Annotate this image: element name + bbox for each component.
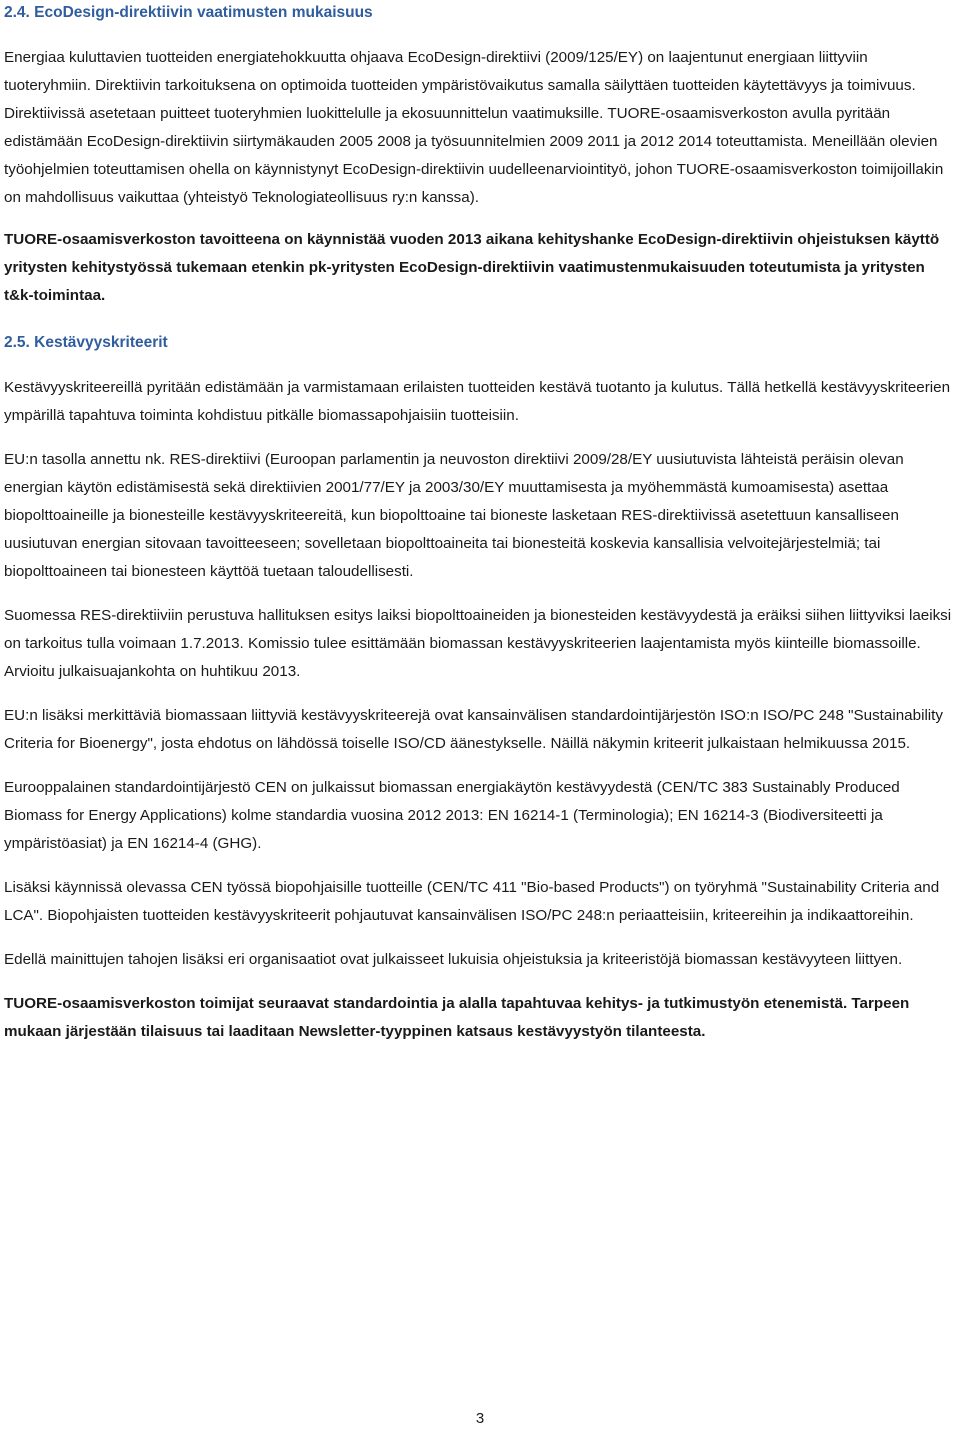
- paragraph: Kestävyyskriteereillä pyritään edistämään ja varmistamaan erilaisten tuotteiden kestävä tuotanto ja kulutus. Tällä hetkellä kestävyyskriteerien ympärillä tapahtuva toiminta kohdistuu pitkälle biomassapohjaisiin tuotteisiin.: [4, 379, 951, 424]
- section-2-5: [4, 332, 956, 1046]
- page-number: 3: [475, 1410, 485, 1427]
- bold-paragraph: TUORE-osaamisverkoston toimijat seuraavat standardointia ja alalla tapahtuvaa kehitys- ja tutkimustyön etenemistä. Tarpeen mukaan järjestään tilaisuus tai laaditaan Newsletter-tyyppinen katsaus kestävyystyön tilanteesta.: [4, 995, 910, 1040]
- paragraph: Energiaa kuluttavien tuotteiden energiatehokkuutta ohjaava EcoDesign-direktiivi (2009/125/EY) on laajentunut energiaan liittyviin tuoteryhmiin. Direktiivin tarkoituksena on optimoida tuotteiden ympäristövaikutus samalla säilyttäen tuotteiden käytettävyys ja toimivuus. Direktiivissä asetetaan puitteet tuoteryhmien luokittelulle ja ekosuunnittelun vaatimuksille. TUORE-osaamisverkoston avulla pyritään edistämään EcoDesign-direktiivin siirtymäkauden 2005 2008 ja työsuunnitelmien 2009 2011 ja 2012 2014 toteuttamista. Meneillään olevien työohjelmien toteuttamisen ohella on käynnistynyt EcoDesign-direktiivin uudelleenarviointityö, johon TUORE-osaamisverkoston toimijoillakin on mahdollisuus vaikuttaa (yhteistyö Teknologiateollisuus ry:n kanssa).: [4, 49, 944, 206]
- paragraph: Edellä mainittujen tahojen lisäksi eri organisaatiot ovat julkaisseet lukuisia ohjeistuksia ja kriteeristöjä biomassan kestävyyteen liittyen.: [4, 951, 903, 968]
- section-2-4: [4, 2, 956, 310]
- paragraph: Eurooppalainen standardointijärjestö CEN on julkaissut biomassan energiakäytön kestävyydestä (CEN/TC 383 Sustainably Produced Biomass for Energy Applications) kolme standardia vuosina 2012 2013: EN 16214-1 (Terminologia); EN 16214-3 (Biodiversiteetti ja ympäristöasiat) ja EN 16214-4 (GHG).: [4, 779, 900, 852]
- section-heading: 2.4. EcoDesign-direktiivin vaatimusten mukaisuus: [4, 4, 373, 21]
- paragraph: Suomessa RES-direktiiviin perustuva hallituksen esitys laiksi biopolttoaineiden ja bionesteiden kestävyydestä ja eräiksi siihen liittyviksi laeiksi on tarkoitus tulla voimaan 1.7.2013. Komissio tulee esittämään biomassan kestävyyskriteerien laajentamista myös kiinteille biomassoille. Arvioitu julkaisuajankohta on huhtikuu 2013.: [4, 607, 952, 680]
- paragraph: Lisäksi käynnissä olevassa CEN työssä biopohjaisille tuotteille (CEN/TC 411 "Bio-based Products") on työryhmä "Sustainability Criteria and LCA". Biopohjaisten tuotteiden kestävyyskriteerit pohjautuvat kansainvälisen ISO/PC 248:n periaatteisiin, kriteereihin ja indikaattoreihin.: [4, 879, 940, 924]
- section-heading: 2.5. Kestävyyskriteerit: [4, 334, 168, 351]
- paragraph: EU:n tasolla annettu nk. RES-direktiivi (Euroopan parlamentin ja neuvoston direktiivi 2009/28/EY uusiutuvista lähteistä peräisin olevan energian käytön edistämisestä sekä direktiivien 2001/77/EY ja 2003/30/EY muuttamisesta ja myöhemmästä kumoamisesta) asettaa biopolttoaineille ja bionesteille kestävyyskriteereitä, kun biopolttoaine tai bioneste lasketaan RES-direktiivissä asetettuun kansalliseen uusiutuvan energian sitovaan tavoitteeseen; sovelletaan biopolttoaineita tai bionesteitä koskevia kansallisia velvoitejärjestelmiä; tai biopolttoaineen tai bionesteen käyttöä tuetaan taloudellisesti.: [4, 451, 904, 580]
- document-page: [4, 0, 956, 1046]
- bold-paragraph: TUORE-osaamisverkoston tavoitteena on käynnistää vuoden 2013 aikana kehityshanke EcoDesign-direktiivin ohjeistuksen käyttö yritysten kehitystyössä tukemaan etenkin pk-yritysten EcoDesign-direktiivin vaatimustenmukaisuuden toteutumista ja yritysten t&k-toimintaa.: [4, 231, 940, 304]
- paragraph: EU:n lisäksi merkittäviä biomassaan liittyviä kestävyyskriteerejä ovat kansainvälisen standardointijärjestön ISO:n ISO/PC 248 "Sustainability Criteria for Bioenergy", josta ehdotus on lähdössä toiselle ISO/CD äänestykselle. Näillä näkymin kriteerit julkaistaan helmikuussa 2015.: [4, 707, 943, 752]
